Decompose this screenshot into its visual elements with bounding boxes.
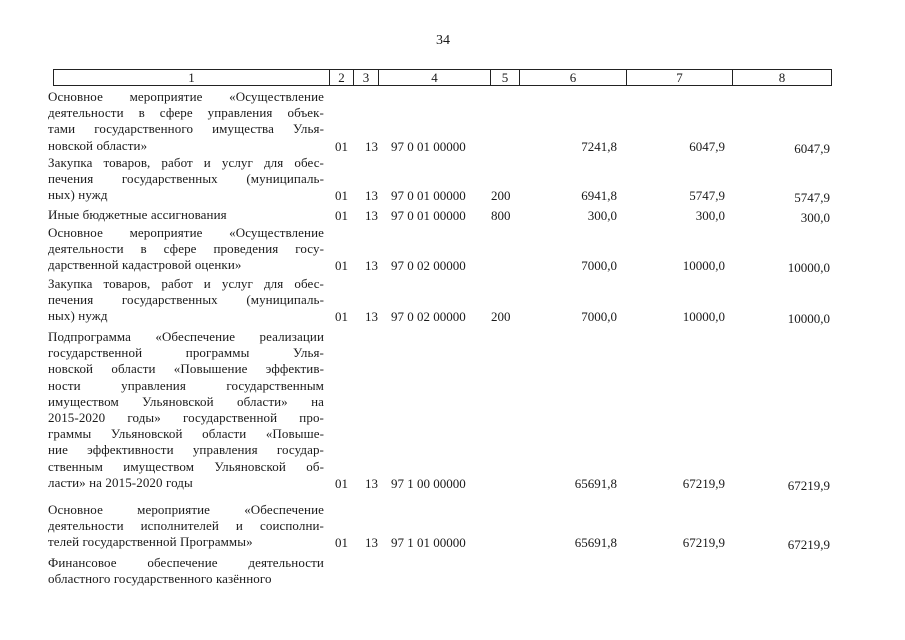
row-name-line: Финансовое обеспечение деятельности (48, 555, 324, 570)
header-col-7: 7 (627, 70, 733, 85)
row-name-line: Основное мероприятие «Обеспечение (48, 502, 324, 517)
row-name-line: деятельности в сфере управления объек- (48, 105, 324, 121)
header-col-1: 1 (54, 70, 330, 85)
row-razdel: 01 (335, 475, 348, 491)
row-value-2021: 5747,9 (794, 190, 830, 206)
row-value-2020: 67219,9 (682, 475, 725, 491)
row-name-line: печения государственных (муниципаль- (48, 292, 324, 308)
row-podrazdel: 13 (365, 309, 378, 325)
row-razdel: 01 (335, 309, 348, 325)
row-value-2021: 6047,9 (794, 140, 830, 156)
header-col-3: 3 (354, 70, 379, 85)
row-value-2020: 10000,0 (682, 309, 725, 325)
row-name-line: ние эффективности управления государ- (48, 442, 324, 458)
row-name-line: Основное мероприятие «Осуществление (48, 225, 324, 240)
row-name-line: новской области» (48, 137, 148, 153)
row-name (48, 555, 324, 587)
row-name-line: печения государственных (муниципаль- (48, 171, 324, 187)
row-name (48, 89, 324, 154)
page-number: 34 (436, 33, 450, 48)
row-celevaya-statya: 97 1 00 00000 (391, 475, 466, 491)
row-value-2021: 10000,0 (787, 260, 830, 276)
row-razdel: 01 (335, 535, 348, 551)
row-razdel: 01 (335, 208, 348, 223)
row-name-line: деятельности исполнителей и соисполни- (48, 518, 324, 534)
header-col-2: 2 (330, 70, 354, 85)
row-name-line: Подпрограмма «Обеспечение реализации (48, 329, 324, 344)
row-name-line: 2015-2020 годы» государственной про- (48, 410, 324, 426)
row-value-2019: 65691,8 (574, 535, 617, 551)
header-col-4: 4 (379, 70, 491, 85)
row-value-2020: 300,0 (695, 208, 725, 223)
row-value-2020: 6047,9 (689, 138, 725, 154)
row-value-2019: 65691,8 (574, 475, 617, 491)
row-value-2019: 7241,8 (581, 138, 617, 154)
row-name-line: Закупка товаров, работ и услуг для обес- (48, 276, 324, 291)
row-value-2021: 67219,9 (787, 537, 830, 553)
row-value-2019: 7000,0 (581, 258, 617, 274)
row-value-2021: 10000,0 (787, 311, 830, 327)
row-name-line: дарственной кадастровой оценки» (48, 257, 242, 273)
row-podrazdel: 13 (365, 188, 378, 204)
row-razdel: 01 (335, 188, 348, 204)
row-razdel: 01 (335, 138, 348, 154)
row-name-line: областного государственного казённого (48, 571, 272, 587)
row-value-2020: 67219,9 (682, 535, 725, 551)
row-vid-rashodov: 200 (491, 309, 511, 325)
row-celevaya-statya: 97 1 01 00000 (391, 535, 466, 551)
row-name-line: ных) нужд (48, 308, 108, 324)
row-name-line: ных) нужд (48, 187, 108, 203)
row-celevaya-statya: 97 0 01 00000 (391, 188, 466, 204)
row-podrazdel: 13 (365, 258, 378, 274)
header-col-6: 6 (520, 70, 627, 85)
row-value-2021: 67219,9 (787, 477, 830, 493)
row-value-2021: 300,0 (800, 210, 830, 225)
row-name-line: имуществом Ульяновской области» на (48, 393, 324, 409)
row-celevaya-statya: 97 0 02 00000 (391, 309, 466, 325)
row-name (48, 502, 324, 551)
row-name-line: Иные бюджетные ассигнования (48, 207, 227, 222)
row-value-2020: 10000,0 (682, 258, 725, 274)
row-name-line: новской области «Повышение эффектив- (48, 361, 324, 377)
row-podrazdel: 13 (365, 208, 378, 223)
header-col-5: 5 (491, 70, 520, 85)
row-name (48, 225, 324, 274)
row-podrazdel: 13 (365, 535, 378, 551)
row-name-line: тами государственного имущества Улья- (48, 121, 324, 137)
row-name (48, 207, 324, 223)
row-name (48, 329, 324, 491)
row-value-2019: 6941,8 (581, 188, 617, 204)
row-celevaya-statya: 97 0 02 00000 (391, 258, 466, 274)
row-value-2019: 7000,0 (581, 309, 617, 325)
row-name-line: ласти» на 2015-2020 годы (48, 474, 193, 490)
header-col-8: 8 (778, 70, 786, 85)
row-name-line: государственной программы Улья- (48, 345, 324, 361)
row-name-line: ности управления государственным (48, 377, 324, 393)
row-podrazdel: 13 (365, 475, 378, 491)
row-name (48, 276, 324, 325)
row-name (48, 155, 324, 204)
table-header (53, 69, 832, 86)
row-razdel: 01 (335, 258, 348, 274)
row-celevaya-statya: 97 0 01 00000 (391, 208, 466, 223)
row-name-line: телей государственной Программы» (48, 534, 253, 550)
row-name-line: Основное мероприятие «Осуществление (48, 89, 324, 104)
row-name-line: ственным имуществом Ульяновской об- (48, 458, 324, 474)
row-celevaya-statya: 97 0 01 00000 (391, 138, 466, 154)
row-name-line: деятельности в сфере проведения госу- (48, 241, 324, 257)
row-value-2020: 5747,9 (689, 188, 725, 204)
row-podrazdel: 13 (365, 138, 378, 154)
row-value-2019: 300,0 (587, 208, 617, 223)
row-name-line: Закупка товаров, работ и услуг для обес- (48, 155, 324, 170)
row-name-line: граммы Ульяновской области «Повыше- (48, 426, 324, 442)
row-vid-rashodov: 200 (491, 188, 511, 204)
row-vid-rashodov: 800 (491, 208, 511, 223)
